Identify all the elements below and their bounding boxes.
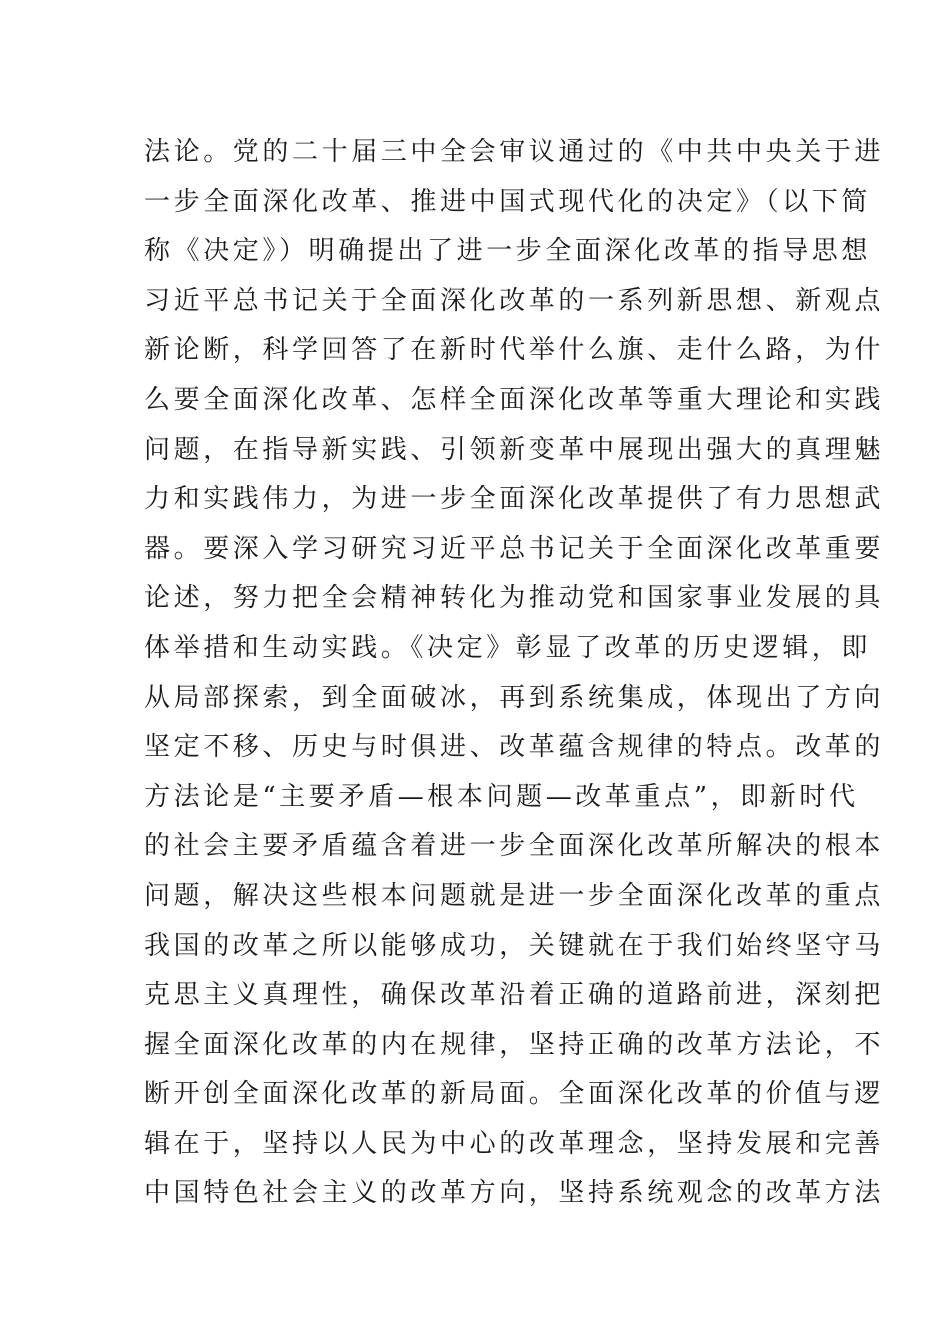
text-line: 体举措和生动实践。《决定》彰显了改革的历史逻辑，即 [144, 632, 872, 663]
text-line: 器。要深入学习研究习近平总书记关于全面深化改革重要 [144, 533, 885, 564]
text-line: 方法论是“主要矛盾—根本问题—改革重点”，即新时代 [144, 781, 859, 812]
text-line: 的社会主要矛盾蕴含着进一步全面深化改革所解决的根本 [144, 831, 885, 862]
body-text [144, 128, 885, 1219]
text-line: 么要全面深化改革、怎样全面深化改革等重大理论和实践 [144, 384, 885, 415]
text-line: 坚定不移、历史与时俱进、改革蕴含规律的特点。改革的 [144, 732, 885, 763]
text-line: 辑在于，坚持以人民为中心的改革理念，坚持发展和完善 [144, 1128, 885, 1159]
text-line: 新论断，科学回答了在新时代举什么旗、走什么路，为什 [144, 335, 885, 366]
text-line: 克思主义真理性，确保改革沿着正确的道路前进，深刻把 [144, 980, 885, 1011]
text-line: 一步全面深化改革、推进中国式现代化的决定》（以下简 [144, 186, 872, 217]
text-line: 称《决定》）明确提出了进一步全面深化改革的指导思想 [144, 236, 872, 267]
text-line: 从局部探索，到全面破冰，再到系统集成，体现出了方向 [144, 682, 885, 713]
text-line: 习近平总书记关于全面深化改革的一系列新思想、新观点 [144, 285, 885, 316]
text-line: 法论。党的二十届三中全会审议通过的《中共中央关于进 [144, 137, 885, 167]
text-line: 中国特色社会主义的改革方向，坚持系统观念的改革方法 [144, 1178, 885, 1209]
text-line: 论述，努力把全会精神转化为推动党和国家事业发展的具 [144, 583, 885, 614]
text-line: 问题，在指导新实践、引领新变革中展现出强大的真理魅 [144, 434, 885, 465]
text-line: 我国的改革之所以能够成功，关键就在于我们始终坚守马 [144, 930, 885, 961]
text-line: 力和实践伟力，为进一步全面深化改革提供了有力思想武 [144, 484, 885, 515]
text-line: 问题，解决这些根本问题就是进一步全面深化改革的重点 [144, 880, 885, 911]
text-line: 断开创全面深化改革的新局面。全面深化改革的价值与逻 [144, 1079, 885, 1110]
text-line: 握全面深化改革的内在规律，坚持正确的改革方法论，不 [144, 1029, 885, 1060]
